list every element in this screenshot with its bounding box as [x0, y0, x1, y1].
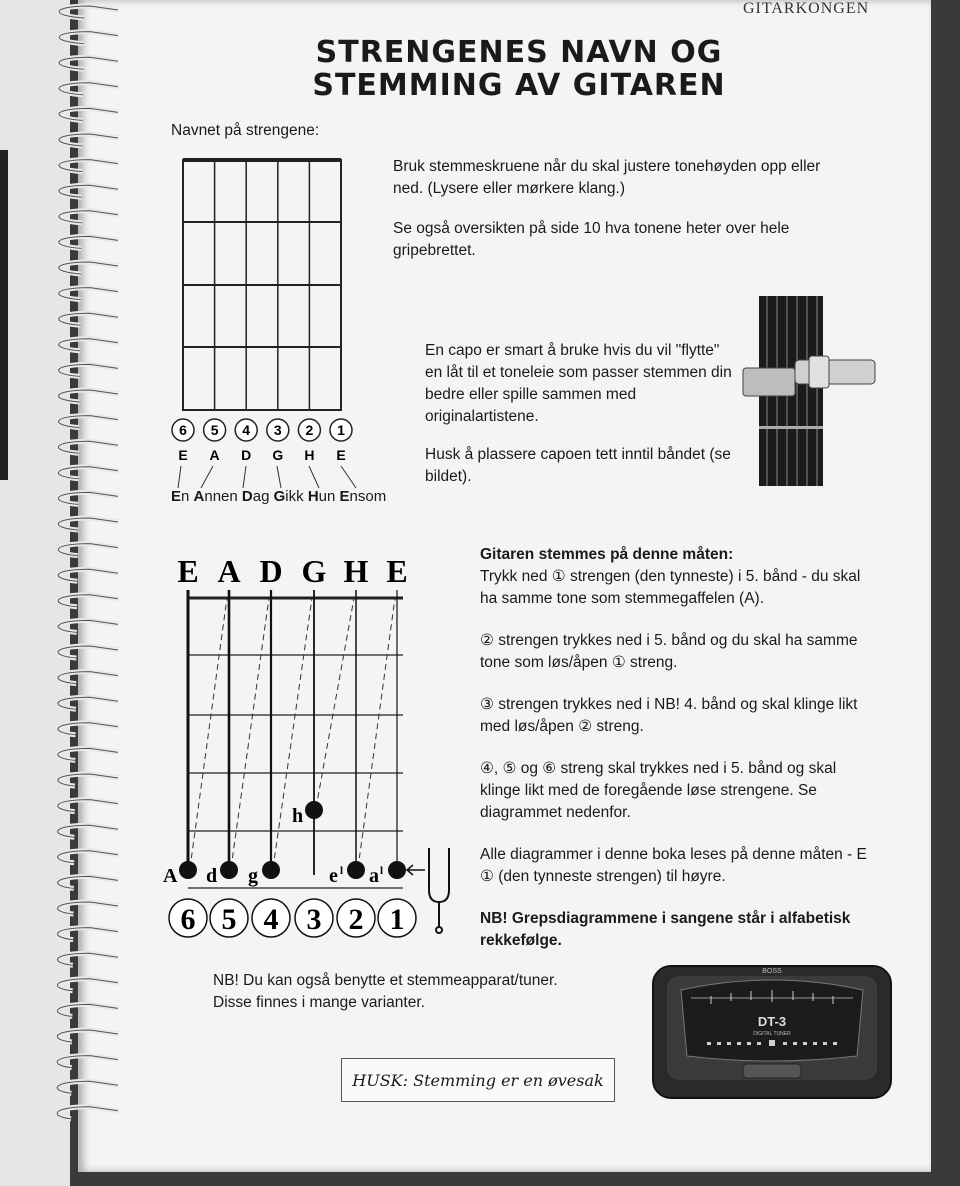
tuner-photo: [651, 960, 895, 1102]
string-letter: G: [272, 447, 284, 463]
mnemonic-rest: ag: [252, 488, 270, 505]
tuner-note-line-1: NB! Du kan også benytte et stemmeapparat/tuner.: [213, 972, 558, 989]
tuning-fork-icon: [429, 848, 449, 933]
tuner-button: [743, 1064, 801, 1078]
tuning-note: A: [163, 865, 178, 887]
remember-text: HUSK: Stemming er en øvesak: [352, 1070, 604, 1090]
capo-paragraph-1: En capo er smart å bruke hvis du vil "flytte" en låt til et toneleie som passer stemmen din bedre eller spille sammen med originalartistene.: [425, 342, 732, 425]
string-letter: D: [241, 447, 252, 463]
tuning-note: g: [248, 865, 258, 887]
tuning-step-2: ② strengen trykkes ned i 5. bånd og du skal ha samme tone som løs/åpen ① streng.: [480, 632, 858, 671]
capo-photo: [739, 296, 879, 488]
tuning-fretboard: [188, 590, 403, 888]
intro-text: [393, 156, 833, 262]
diagram-reading-note: Alle diagrammer i denne boka leses på denne måten - E ① (den tynneste strengen) til høyre.: [480, 846, 867, 885]
string-letters: [178, 447, 345, 463]
mnemonic-initial: E: [339, 488, 350, 505]
tuning-step-3: ③ strengen trykkes ned i NB! 4. bånd og skal klinge likt med løs/åpen ② streng.: [480, 696, 858, 735]
tuning-number: 3: [306, 903, 322, 936]
tuning-letter: A: [217, 553, 241, 589]
tuning-letter: G: [301, 553, 327, 589]
mnemonic-phrase: [171, 488, 386, 505]
mnemonic-initial: D: [241, 488, 253, 505]
fretboard-grid: [183, 160, 341, 410]
tuning-dashed-lines: [190, 598, 395, 868]
page-title-line1: STRENGENES NAVN OG: [315, 35, 723, 70]
mnemonic-rest: un: [318, 488, 336, 505]
tuning-number: 6: [180, 903, 196, 936]
tuner-subtitle: DIGITAL TUNER: [753, 1031, 791, 1037]
string-letter: H: [304, 447, 315, 463]
tuning-note: h: [292, 805, 304, 827]
tuner-model: DT-3: [757, 1014, 787, 1029]
string-number: 4: [242, 422, 251, 438]
left-page-dark-strip: [0, 150, 8, 480]
tuning-note: a: [369, 865, 379, 887]
capo-text: [425, 340, 735, 488]
tuning-letter: D: [259, 553, 283, 589]
spiral-binding: [40, 0, 130, 1186]
tuner-note-line-2: Disse finnes i mange varianter.: [213, 994, 425, 1011]
mnemonic-rest: nnen: [204, 488, 238, 505]
header-brand: GITARKONGEN: [743, 0, 870, 17]
string-letter: E: [336, 447, 346, 463]
intro-paragraph-1: Bruk stemmeskruene når du skal justere tonehøyden opp eller ned. (Lysere eller mørkere klang.): [393, 158, 821, 197]
remember-box: [341, 1058, 615, 1102]
tuning-fork-arrow: [407, 865, 425, 875]
string-number: 1: [337, 422, 345, 438]
mnemonic-rest: ikk: [285, 488, 304, 505]
string-number: 6: [179, 422, 187, 438]
mnemonic-initial: E: [171, 488, 182, 505]
tuner-brand: BOSS: [762, 968, 782, 975]
tuning-note-sup: l: [380, 865, 384, 877]
tuning-step-4: ④, ⑤ og ⑥ streng skal trykkes ned i 5. bånd og skal klinge likt med de foregående løse strengene. Se diagrammet nedenfor.: [480, 760, 837, 821]
mnemonic-rest: nsom: [349, 488, 387, 505]
tuning-number: 5: [221, 903, 237, 936]
tuning-note-sup: l: [340, 865, 344, 877]
string-number: 2: [305, 422, 314, 438]
tuner-note: [213, 970, 643, 1014]
mnemonic-initial: H: [307, 488, 319, 505]
page-title: [279, 36, 759, 102]
tuning-instructions: [480, 544, 880, 952]
string-letter: A: [209, 447, 220, 463]
tuning-number: 1: [389, 903, 405, 936]
page-title-line2: STEMMING AV GITAREN: [312, 68, 726, 103]
book-page: [78, 0, 931, 1172]
tuning-letter: H: [343, 553, 369, 589]
tuning-letter: E: [177, 553, 199, 589]
string-number-circles: [172, 419, 352, 441]
intro-paragraph-2: Se også oversikten på side 10 hva tonene heter over hele gripebrettet.: [393, 220, 790, 259]
tuning-note: d: [206, 865, 218, 887]
mnemonic-initial: G: [273, 488, 286, 505]
tuning-step-1: Trykk ned ① strengen (den tynneste) i 5. bånd - du skal ha samme tone som stemmegaffelen (A).: [480, 568, 861, 607]
tuning-number: 2: [348, 903, 364, 936]
tuning-heading: Gitaren stemmes på denne måten:: [480, 546, 734, 563]
mnemonic-connector-lines: [178, 466, 356, 488]
string-number: 3: [273, 422, 282, 438]
strings-label: Navnet på strengene:: [171, 122, 320, 139]
mnemonic-initial: A: [193, 488, 205, 505]
tuning-number: 4: [263, 903, 279, 936]
chord-order-note: NB! Grepsdiagrammene i sangene står i alfabetisk rekkefølge.: [480, 910, 851, 949]
string-letter: E: [178, 447, 188, 463]
tuning-letter: E: [386, 553, 408, 589]
tuning-note: e: [329, 865, 338, 887]
string-number: 5: [210, 422, 219, 438]
capo-paragraph-2: Husk å plassere capoen tett inntil båndet (se bildet).: [425, 446, 731, 485]
tuning-diagram: [163, 550, 463, 945]
tuning-header-letters: [177, 553, 407, 589]
tuning-number-circles: [169, 899, 416, 937]
mnemonic-rest: n: [181, 488, 190, 505]
